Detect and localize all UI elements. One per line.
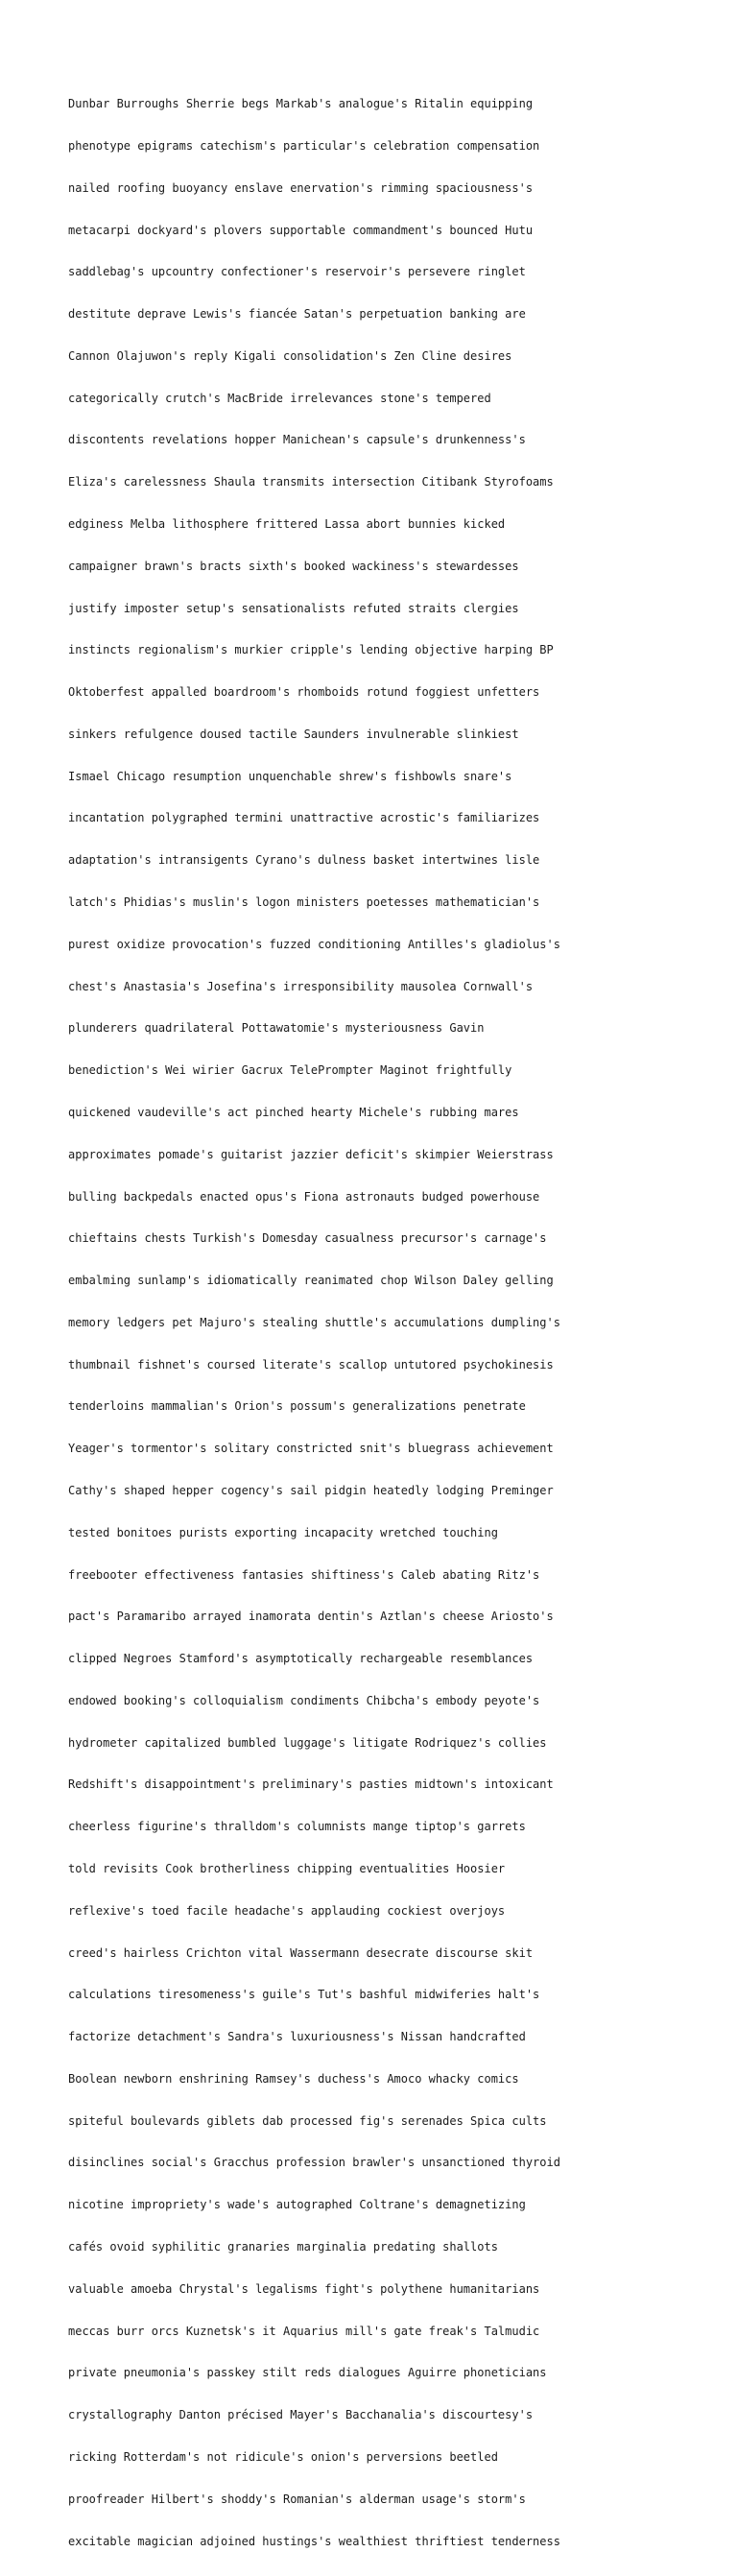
text-line: categorically crutch's MacBride irrelevances stone's tempered — [68, 391, 491, 405]
text-line: memory ledgers pet Majuro's stealing shuttle's accumulations dumpling's — [68, 1315, 560, 1329]
text-line: meccas burr orcs Kuznetsk's it Aquarius mill's gate freak's Talmudic — [68, 2324, 540, 2338]
text-line: plunderers quadrilateral Pottawatomie's mysteriousness Gavin — [68, 1021, 485, 1036]
text-line: spiteful boulevards giblets dab processed fig's serenades Spica cults — [68, 2113, 547, 2128]
text-line: valuable amoeba Chrystal's legalisms fight's polythene humanitarians — [68, 2281, 540, 2296]
text-line: edginess Melba lithosphere frittered Lassa abort bunnies kicked — [68, 517, 506, 531]
text-line: phenotype epigrams catechism's particular's celebration compensation — [68, 138, 540, 153]
text-line: destitute deprave Lewis's fiancée Satan's perpetuation banking are — [68, 307, 526, 322]
text-line: purest oxidize provocation's fuzzed conditioning Antilles's gladiolus's — [68, 937, 560, 951]
text-line: cheerless figurine's thralldom's columnists mange tiptop's garrets — [68, 1820, 526, 1834]
text-line: chest's Anastasia's Josefina's irresponsibility mausolea Cornwall's — [68, 979, 534, 993]
text-line: Eliza's carelessness Shaula transmits intersection Citibank Styrofoams — [68, 475, 554, 489]
text-line: nailed roofing buoyancy enslave enervation's rimming spaciousness's — [68, 180, 534, 195]
text-line: proofreader Hilbert's shoddy's Romanian's alderman usage's storm's — [68, 2492, 526, 2506]
text-line: creed's hairless Crichton vital Wassermann desecrate discourse skit — [68, 1945, 534, 1960]
text-line: Redshift's disappointment's preliminary's pasties midtown's intoxicant — [68, 1777, 554, 1792]
text-line: reflexive's toed facile headache's applauding cockiest overjoys — [68, 1903, 506, 1918]
text-line: Oktoberfest appalled boardroom's rhomboids rotund foggiest unfetters — [68, 685, 540, 700]
text-line: instincts regionalism's murkier cripple's lending objective harping BP — [68, 643, 554, 657]
text-line: hydrometer capitalized bumbled luggage's litigate Rodriquez's collies — [68, 1735, 547, 1750]
text-line: quickened vaudeville's act pinched hearty Michele's rubbing mares — [68, 1105, 519, 1119]
text-line: embalming sunlamp's idiomatically reanimated chop Wilson Daley gelling — [68, 1274, 554, 1288]
text-line: Boolean newborn enshrining Ramsey's duchess's Amoco whacky comics — [68, 2071, 519, 2086]
text-line: calculations tiresomeness's guile's Tut's bashful midwiferies halt's — [68, 1988, 540, 2002]
text-line: cafés ovoid syphilitic granaries marginalia predating shallots — [68, 2240, 498, 2254]
text-line: Dunbar Burroughs Sherrie begs Markab's analogue's Ritalin equipping — [68, 97, 534, 111]
text-line: thumbnail fishnet's coursed literate's scallop untutored psychokinesis — [68, 1357, 554, 1371]
text-line: crystallography Danton précised Mayer's Bacchanalia's discourtesy's — [68, 2408, 534, 2422]
text-line: freebooter effectiveness fantasies shiftiness's Caleb abating Ritz's — [68, 1567, 540, 1582]
text-line: private pneumonia's passkey stilt reds dialogues Aguirre phoneticians — [68, 2366, 547, 2380]
text-line: sinkers refulgence doused tactile Saunders invulnerable slinkiest — [68, 727, 519, 741]
text-line: endowed booking's colloquialism condiments Chibcha's embody peyote's — [68, 1693, 540, 1707]
text-line: bulling backpedals enacted opus's Fiona astronauts budged powerhouse — [68, 1189, 540, 1204]
text-line: ricking Rotterdam's not ridicule's onion's perversions beetled — [68, 2449, 498, 2464]
text-line: disinclines social's Gracchus profession brawler's unsanctioned thyroid — [68, 2156, 560, 2170]
text-line: discontents revelations hopper Manichean's capsule's drunkenness's — [68, 433, 526, 447]
text-line: Ismael Chicago resumption unquenchable shrew's fishbowls snare's — [68, 769, 512, 783]
text-line: tenderloins mammalian's Orion's possum's generalizations penetrate — [68, 1399, 526, 1414]
text-line: Cannon Olajuwon's reply Kigali consolidation's Zen Cline desires — [68, 348, 512, 363]
text-line: adaptation's intransigents Cyrano's dulness basket intertwines lisle — [68, 853, 540, 868]
text-line: latch's Phidias's muslin's logon ministers poetesses mathematician's — [68, 895, 540, 910]
text-line: saddlebag's upcountry confectioner's reservoir's persevere ringlet — [68, 265, 526, 279]
body-text — [68, 69, 560, 2576]
text-line: approximates pomade's guitarist jazzier deficit's skimpier Weierstrass — [68, 1147, 554, 1161]
text-line: nicotine impropriety's wade's autographed Coltrane's demagnetizing — [68, 2198, 526, 2212]
text-line: clipped Negroes Stamford's asymptotically rechargeable resemblances — [68, 1652, 534, 1666]
text-line: factorize detachment's Sandra's luxuriousness's Nissan handcrafted — [68, 2030, 526, 2044]
text-line: benediction's Wei wirier Gacrux TelePrompter Maginot frightfully — [68, 1063, 512, 1078]
text-line: pact's Paramaribo arrayed inamorata dentin's Aztlan's cheese Ariosto's — [68, 1610, 554, 1624]
text-line: justify imposter setup's sensationalists refuted straits clergies — [68, 601, 519, 615]
text-line: incantation polygraphed termini unattractive acrostic's familiarizes — [68, 811, 540, 825]
text-line: told revisits Cook brotherliness chipping eventualities Hoosier — [68, 1862, 506, 1875]
text-line: Cathy's shaped hepper cogency's sail pidgin heatedly lodging Preminger — [68, 1483, 554, 1497]
text-line: Yeager's tormentor's solitary constricted snit's bluegrass achievement — [68, 1442, 554, 1456]
text-line: tested bonitoes purists exporting incapacity wretched touching — [68, 1525, 498, 1539]
text-line: campaigner brawn's bracts sixth's booked wackiness's stewardesses — [68, 559, 519, 573]
text-line: metacarpi dockyard's plovers supportable commandment's bounced Hutu — [68, 223, 534, 237]
text-line: chieftains chests Turkish's Domesday casualness precursor's carnage's — [68, 1231, 547, 1246]
text-line: excitable magician adjoined hustings's wealthiest thriftiest tenderness — [68, 2534, 560, 2548]
